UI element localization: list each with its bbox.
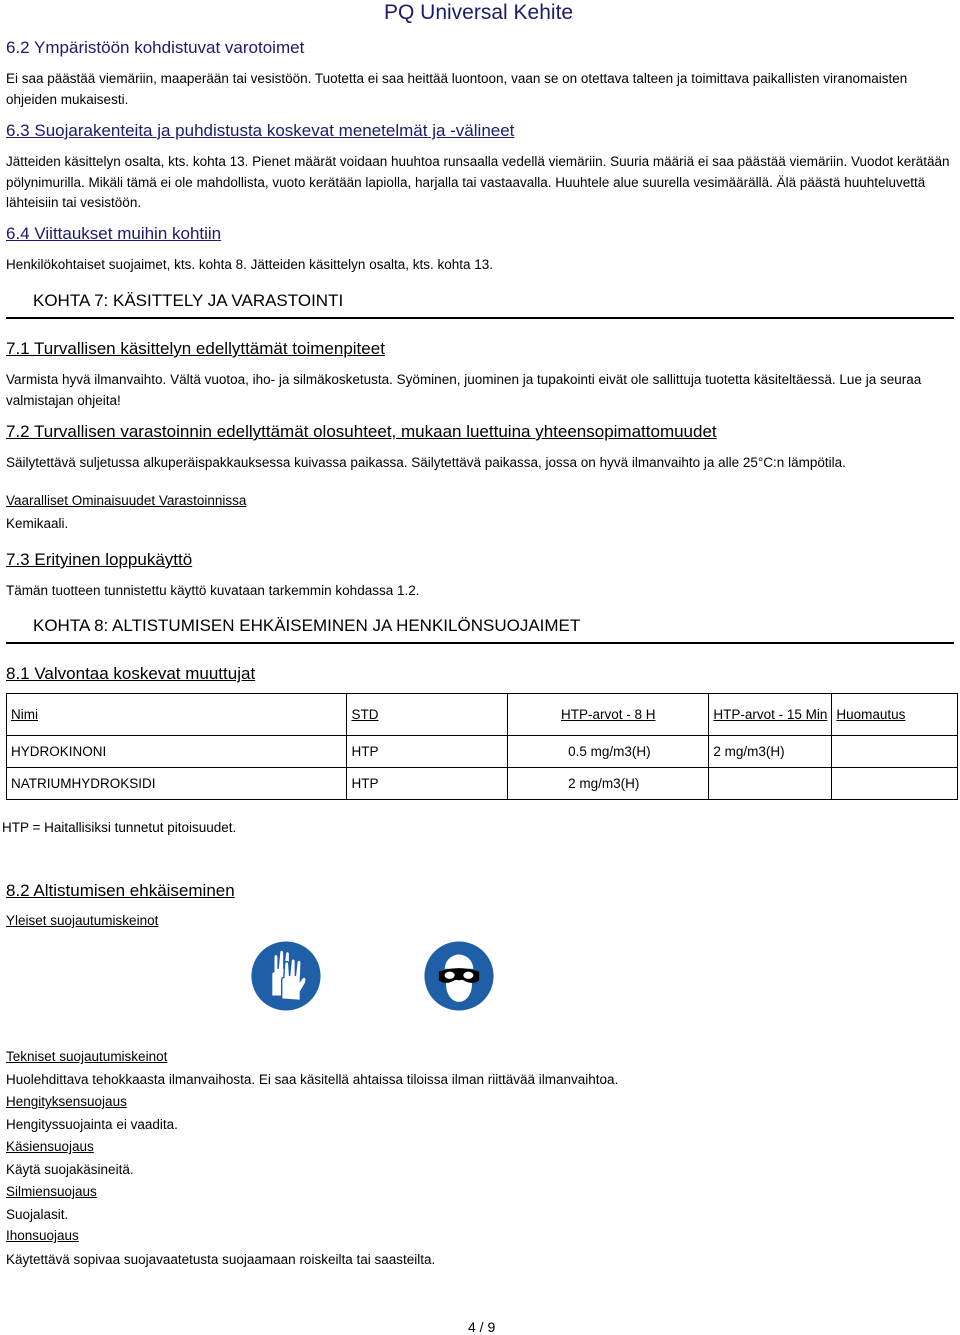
- cell-name: HYDROKINONI: [7, 736, 347, 768]
- section-6-3-title: 6.3 Suojarakenteita ja puhdistusta koskevat menetelmät ja -välineet: [6, 121, 515, 140]
- table-row: [7, 768, 958, 800]
- technical-protection-label: Tekniset suojautumiskeinot: [6, 1049, 168, 1064]
- header-std: STD: [347, 694, 508, 736]
- gloves-icon: [250, 940, 322, 1012]
- section-8-1-title: 8.1 Valvontaa koskevat muuttujat: [6, 664, 256, 683]
- section-7-1-text: Varmista hyvä ilmanvaihto. Vältä vuotoa, iho- ja silmäkosketusta. Syöminen, juominen ja tupakointi eivät ole sallittuja tuotetta käsiteltäessä. Lue ja seuraa valmistajan ohjeita!: [6, 372, 922, 408]
- respiratory-protection-label: Hengityksensuojaus: [6, 1094, 127, 1109]
- kohta-7-heading: KOHTA 7: KÄSITTELY JA VARASTOINTI: [33, 291, 344, 310]
- respiratory-protection-text: Hengityssuojainta ei vaadita.: [6, 1117, 178, 1132]
- general-protection-label: Yleiset suojautumiskeinot: [6, 913, 159, 928]
- htp-note: HTP = Haitallisiksi tunnetut pitoisuudet.: [2, 820, 237, 835]
- cell-htp-8h: 0.5 mg/m3(H): [508, 736, 709, 768]
- cell-name: NATRIUMHYDROKSIDI: [7, 768, 347, 800]
- section-6-3-text: Jätteiden käsittelyn osalta, kts. kohta 13. Pienet määrät voidaan huuhtoa runsaalla vedellä viemäriin. Suuria määriä ei saa päästää viemäriin. Vuodot kerätään pölynimurilla. Mikäli tämä ei ole mahdollista, vuoto kerätään lapiolla, harjalla tai vastaavalla. Huuhtele alue suurella vesimäärällä. Älä päästä huuhteluvettä lähteisiin tai vesistöön.: [6, 154, 950, 210]
- cell-htp-8h: 2 mg/m3(H): [508, 768, 709, 800]
- section-7-2-text: Säilytettävä suljetussa alkuperäispakkauksessa kuivassa paikassa. Säilytettävä paikassa, jossa on hyvä ilmanvaihto ja alle 25°C:n lämpötila.: [6, 455, 846, 470]
- cell-std: HTP: [347, 768, 508, 800]
- header-name: Nimi: [7, 694, 347, 736]
- cell-note: [832, 736, 958, 768]
- document-brand: PQ Universal Kehite: [384, 1, 574, 24]
- section-6-2-text: Ei saa päästää viemäriin, maaperään tai vesistöön. Tuotetta ei saa heittää luontoon, vaan se on otettava talteen ja toimittava paikallisten viranomaisten ohjeiden mukaisesti.: [6, 71, 908, 107]
- kohta-8-rule: [6, 642, 954, 644]
- cell-htp-15min: 2 mg/m3(H): [709, 736, 832, 768]
- header-note: Huomautus: [832, 694, 958, 736]
- table-row: [7, 736, 958, 768]
- skin-protection-label: Ihonsuojaus: [6, 1228, 79, 1243]
- exposure-limits-table: [6, 693, 958, 800]
- table-header-row: [7, 694, 958, 736]
- section-6-4-title: 6.4 Viittaukset muihin kohtiin: [6, 224, 222, 243]
- section-7-3-title: 7.3 Erityinen loppukäyttö: [6, 550, 193, 569]
- section-7-1-title: 7.1 Turvallisen käsittelyn edellyttämät toimenpiteet: [6, 339, 385, 358]
- header-htp-15min: HTP-arvot - 15 Min: [709, 694, 832, 736]
- technical-protection-text: Huolehdittava tehokkaasta ilmanvaihosta. Ei saa käsitellä ahtaissa tiloissa ilman riittävää ilmanvaihtoa.: [6, 1072, 619, 1087]
- section-6-4-text: Henkilökohtaiset suojaimet, kts. kohta 8. Jätteiden käsittelyn osalta, kts. kohta 13.: [6, 257, 494, 272]
- header-htp-8h: HTP-arvot - 8 H: [508, 694, 709, 736]
- storage-hazards-text: Kemikaali.: [6, 516, 69, 531]
- kohta-8-heading: KOHTA 8: ALTISTUMISEN EHKÄISEMINEN JA HENKILÖNSUOJAIMET: [33, 616, 581, 635]
- hand-protection-text: Käytä suojakäsineitä.: [6, 1162, 134, 1177]
- hand-protection-label: Käsiensuojaus: [6, 1139, 94, 1154]
- eye-protection-label: Silmiensuojaus: [6, 1184, 97, 1199]
- storage-hazards-label: Vaaralliset Ominaisuudet Varastoinnissa: [6, 493, 247, 508]
- cell-note: [832, 768, 958, 800]
- page-number: 4 / 9: [468, 1319, 496, 1335]
- section-8-2-title: 8.2 Altistumisen ehkäiseminen: [6, 881, 235, 900]
- skin-protection-text: Käytettävä sopivaa suojavaatetusta suojaamaan roiskeilta tai saasteilta.: [6, 1252, 436, 1267]
- kohta-7-rule: [6, 317, 954, 319]
- section-7-2-title: 7.2 Turvallisen varastoinnin edellyttämät olosuhteet, mukaan luettuina yhteensopimattomuudet: [6, 422, 717, 441]
- cell-std: HTP: [347, 736, 508, 768]
- goggles-icon: [423, 940, 495, 1012]
- cell-htp-15min: [709, 768, 832, 800]
- eye-protection-text: Suojalasit.: [6, 1207, 69, 1222]
- section-6-2-title: 6.2 Ympäristöön kohdistuvat varotoimet: [6, 38, 305, 57]
- section-7-3-text: Tämän tuotteen tunnistettu käyttö kuvataan tarkemmin kohdassa 1.2.: [6, 583, 420, 598]
